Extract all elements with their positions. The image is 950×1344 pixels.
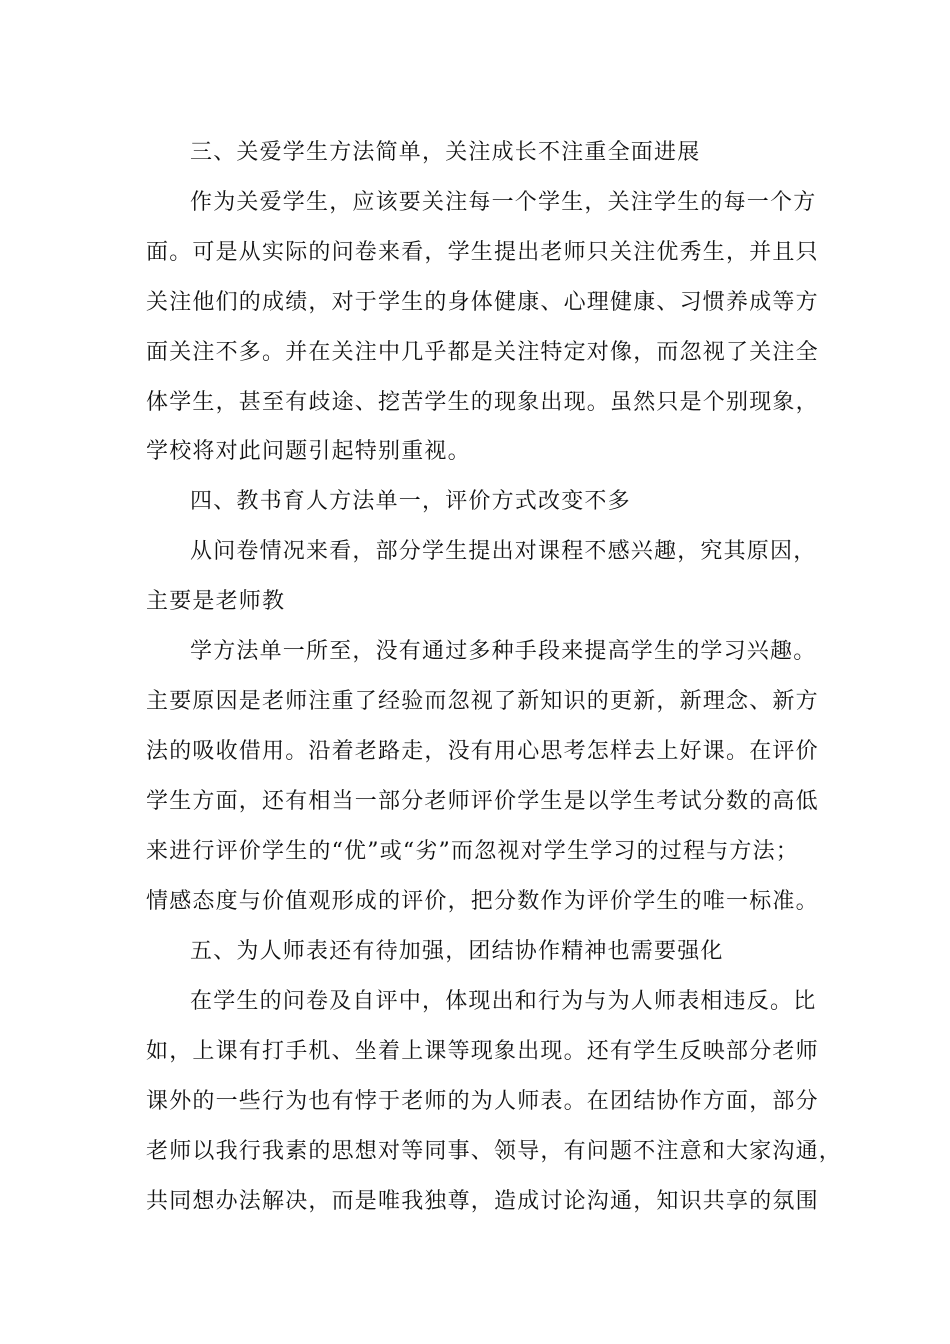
paragraph-line: 作为关爱学生，应该要关注每一个学生，关注学生的每一个方	[190, 190, 817, 215]
section-heading-3: 三、关爱学生方法简单，关注成长不注重全面进展	[190, 140, 701, 165]
paragraph-line: 情感态度与价值观形成的评价，把分数作为评价学生的唯一标准。	[146, 889, 819, 914]
paragraph-line: 在学生的问卷及自评中，体现出和行为与为人师表相违反。比	[190, 989, 817, 1014]
paragraph-line: 从问卷情况来看，部分学生提出对课程不感兴趣，究其原因，	[190, 539, 817, 564]
paragraph-line: 学生方面，还有相当一部分老师评价学生是以学生考试分数的高低	[146, 789, 819, 814]
paragraph-line: 课外的一些行为也有悖于老师的为人师表。在团结协作方面，部分	[146, 1089, 819, 1114]
paragraph-line: 面。可是从实际的问卷来看，学生提出老师只关注优秀生，并且只	[146, 240, 819, 265]
paragraph-line: 学方法单一所至，没有通过多种手段来提高学生的学习兴趣。	[190, 639, 817, 664]
section-heading-4: 四、教书育人方法单一，评价方式改变不多	[190, 489, 631, 514]
paragraph-line: 主要是老师教	[146, 589, 286, 614]
paragraph-line: 法的吸收借用。沿着老路走，没有用心思考怎样去上好课。在评价	[146, 739, 819, 764]
paragraph-line: 学校将对此问题引起特别重视。	[146, 439, 471, 464]
paragraph-line: 关注他们的成绩，对于学生的身体健康、心理健康、习惯养成等方	[146, 290, 819, 315]
paragraph-line: 如，上课有打手机、坐着上课等现象出现。还有学生反映部分老师	[146, 1039, 819, 1064]
paragraph-line: 老师以我行我素的思想对等同事、领导，有问题不注意和大家沟通，	[146, 1139, 843, 1164]
section-heading-5: 五、为人师表还有待加强，团结协作精神也需要强化	[190, 939, 724, 964]
paragraph-line: 体学生，甚至有歧途、挖苦学生的现象出现。虽然只是个别现象，	[146, 390, 819, 415]
paragraph-line: 面关注不多。并在关注中几乎都是关注特定对像，而忽视了关注全	[146, 340, 819, 365]
paragraph-line: 来进行评价学生的“优”或“劣”而忽视对学生学习的过程与方法；	[146, 839, 799, 864]
paragraph-line: 共同想办法解决，而是唯我独尊，造成讨论沟通，知识共享的氛围	[146, 1189, 819, 1214]
paragraph-line: 主要原因是老师注重了经验而忽视了新知识的更新，新理念、新方	[146, 689, 819, 714]
